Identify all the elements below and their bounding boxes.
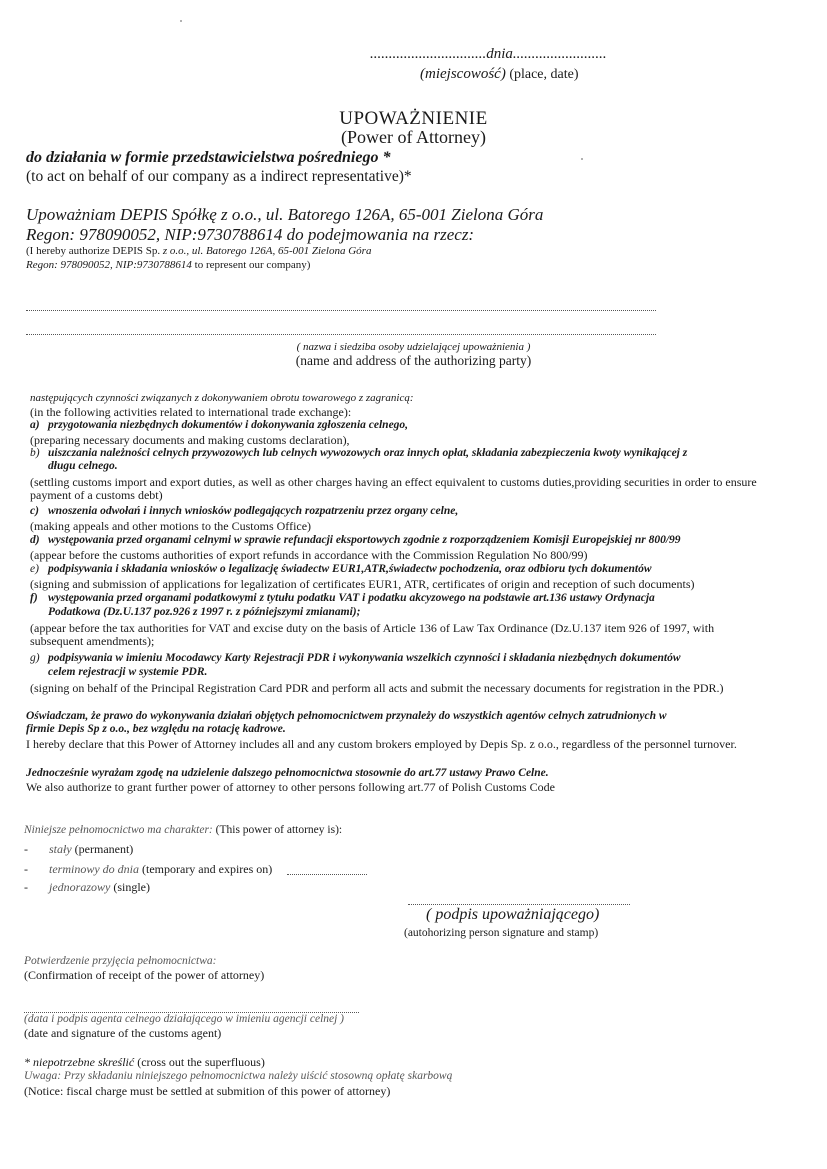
- authorizing-party-field-line1[interactable]: [26, 310, 656, 311]
- confirmation-label: Potwierdzenie przyjęcia pełnomocnictwa:: [24, 955, 217, 967]
- further-authorization-pl: Jednocześnie wyrażam zgodę na udzielenie dalszego pełnomocnictwa stosownie do art.77 ustawy Prawo Celne.: [26, 767, 549, 779]
- option-en: (temporary and expires on): [139, 862, 273, 876]
- activity-text-pl-cont: Podatkowa (Dz.U.137 poz.926 z 1997 r. z późniejszymi zmianami);: [48, 606, 361, 618]
- character-label-pl: Niniejsze pełnomocnictwo ma charakter:: [24, 824, 213, 836]
- document-subtitle-en: (to act on behalf of our company as a indirect representative)*: [26, 168, 412, 185]
- activity-text-pl: występowania przed organami celnymi w sprawie refundacji eksportowych zgodnie z rozporządzeniem Komisji Europejskiej nr 800/99: [48, 534, 681, 546]
- place-date-line: ...............................dnia.........................: [370, 46, 607, 62]
- activity-item-e: [30, 563, 652, 575]
- notice-pl: Uwaga: Przy składaniu niniejszego pełnomocnictwa należy uiścić stosowną opłatę skarbową: [24, 1070, 453, 1082]
- activity-text-en: (signing and submission of applications for legalization of certificates EUR1, ATR, certificates of origin and reception of such documents): [30, 577, 695, 591]
- option-single[interactable]: [24, 880, 150, 895]
- agent-signature-label-en: (date and signature of the customs agent): [24, 1026, 222, 1040]
- authorizing-party-field-line2[interactable]: [26, 334, 656, 335]
- expiry-date-field[interactable]: [287, 874, 367, 875]
- authorization-en-line2: [26, 259, 310, 271]
- activity-text-en: (appear before the tax authorities for VAT and excise duty on the basis of Article 136 of Law Tax Ordinance (Dz.U.137 item 926 of 1997, with subsequent amendments);: [30, 621, 715, 648]
- option-dash: -: [24, 842, 28, 856]
- option-pl: stały: [49, 842, 72, 856]
- scan-speck: [180, 20, 182, 22]
- activity-text-en: (signing on behalf of the Principal Registration Card PDR and perform all acts and submit the necessary documents for registration in the PDR.): [30, 681, 724, 695]
- scan-speck: [581, 158, 583, 160]
- place-date-label: [420, 66, 579, 83]
- authorization-en-line1: [26, 245, 371, 257]
- place-date-label-pl: (miejscowość): [420, 66, 506, 82]
- activity-text-pl: podpisywania i składania wniosków o legalizację świadectw EUR1,ATR,świadectw pochodzenia, oraz odbioru tych dokumentów: [48, 563, 652, 575]
- activity-text-pl: wnoszenia odwołań i innych wniosków podlegających rozpatrzeniu przez organy celne,: [48, 505, 459, 517]
- declaration-pl-line1: Oświadczam, że prawo do wykonywania działań objętych pełnomocnictwem przynależy do wszystkich agentów celnych zatrudnionych w: [26, 710, 667, 722]
- activity-item-a: [30, 419, 408, 431]
- activity-label: b): [30, 447, 40, 459]
- option-pl: jednorazowy: [49, 880, 111, 894]
- activity-text-en: (appear before the customs authorities of export refunds in accordance with the Commission Regulation No 800/99): [30, 548, 588, 562]
- character-label: [24, 824, 342, 836]
- activity-text-pl-cont: długu celnego.: [48, 460, 118, 472]
- signature-label-en: (autohorizing person signature and stamp): [404, 927, 599, 939]
- activities-intro-en: (in the following activities related to international trade exchange):: [30, 405, 352, 419]
- option-en: (single): [110, 880, 150, 894]
- activity-text-en: (making appeals and other motions to the Customs Office): [30, 519, 312, 533]
- activity-text-pl: podpisywania w imieniu Mocodawcy Karty Rejestracji PDR i wykonywania wszelkich czynności i składania niezbędnych dokumentów: [48, 652, 681, 664]
- further-authorization-en: We also authorize to grant further power of attorney to other persons following art.77 of Polish Customs Code: [26, 780, 555, 794]
- character-label-en: (This power of attorney is):: [212, 824, 343, 836]
- activity-text-en: (settling customs import and export duties, as well as other charges having an effect equivalent to customs duties,providing securities in order to ensure payment of a customs debt): [30, 475, 757, 502]
- authorization-pl-line1: Upoważniam DEPIS Spółkę z o.o., ul. Batorego 126A, 65-001 Zielona Góra: [26, 205, 544, 224]
- activity-label: e): [30, 563, 39, 575]
- document-title: UPOWAŻNIENIE: [339, 108, 488, 129]
- authorization-en-line2-b: to represent our company): [191, 259, 311, 271]
- agent-signature-label: (data i podpis agenta celnego działającego w imieniu agencji celnej ): [24, 1013, 345, 1025]
- document-subtitle: do działania w formie przedstawicielstwa pośredniego *: [26, 149, 391, 166]
- option-dash: -: [24, 880, 28, 894]
- option-permanent[interactable]: [24, 842, 133, 857]
- authorization-en-line1-a: (I hereby authorize DEPIS Sp.: [26, 245, 163, 257]
- option-pl: terminowy do dnia: [49, 862, 139, 876]
- activity-text-pl: występowania przed organami podatkowymi z tytułu podatku VAT i podatku akcyzowego na podstawie art.136 ustawy Ordynacja: [48, 592, 655, 604]
- activity-text-pl-cont: celem rejestracji w systemie PDR.: [48, 666, 208, 678]
- activity-label: d): [30, 534, 40, 546]
- signature-label: ( podpis upoważniającego): [426, 906, 600, 923]
- activity-item-g: [30, 652, 681, 664]
- activity-label: c): [30, 505, 39, 517]
- option-en: (permanent): [71, 842, 134, 856]
- activity-item-b: [30, 447, 687, 459]
- footnote-en: (cross out the superfluous): [134, 1055, 265, 1069]
- activity-label: a): [30, 419, 40, 431]
- footnote-pl: * niepotrzebne skreślić: [24, 1055, 135, 1069]
- activity-item-c: [30, 505, 458, 517]
- place-date-label-en: (place, date): [509, 67, 579, 82]
- confirmation-label-en: (Confirmation of receipt of the power of attorney): [24, 968, 265, 982]
- declaration-pl-line2: firmie Depis Sp z o.o., bez względu na rotację kadrowe.: [26, 723, 286, 735]
- option-temporary[interactable]: [24, 862, 272, 877]
- authorizing-party-label-en: (name and address of the authorizing party): [295, 353, 532, 368]
- authorization-en-line1-b: z o.o., ul. Batorego 126A, 65-001 Zielona Góra: [162, 245, 372, 257]
- notice-en: (Notice: fiscal charge must be settled at submition of this power of attorney): [24, 1084, 391, 1098]
- activity-text-pl: uiszczania należności celnych przywozowych lub celnych wywozowych oraz innych opłat, składania zabezpieczenia kwoty wynikającej z: [48, 447, 688, 459]
- signature-field[interactable]: [408, 904, 630, 905]
- authorizing-party-label: ( nazwa i siedziba osoby udzielającej upoważnienia ): [296, 341, 531, 353]
- activity-label: g): [30, 652, 40, 664]
- authorization-pl-line2: Regon: 978090052, NIP:9730788614 do podejmowania na rzecz:: [26, 225, 475, 244]
- activity-text-pl: przygotowania niezbędnych dokumentów i dokonywania zgłoszenia celnego,: [48, 419, 409, 431]
- authorization-en-line2-a: Regon: 978090052, NIP:9730788614: [26, 259, 192, 271]
- activity-label: f): [30, 592, 38, 604]
- document-title-en: (Power of Attorney): [341, 127, 486, 147]
- activity-item-d: [30, 534, 681, 546]
- declaration-en: I hereby declare that this Power of Attorney includes all and any custom brokers employed by Depis Sp. z o.o., regardless of the personnel turnover.: [26, 737, 737, 751]
- option-dash: -: [24, 862, 28, 876]
- activity-text-en: (preparing necessary documents and making customs declaration),: [30, 433, 350, 447]
- activity-item-f: [30, 592, 655, 604]
- footnote-cross-out: [24, 1055, 265, 1070]
- activities-intro: następujących czynności związanych z dokonywaniem obrotu towarowego z zagranicą:: [30, 392, 414, 404]
